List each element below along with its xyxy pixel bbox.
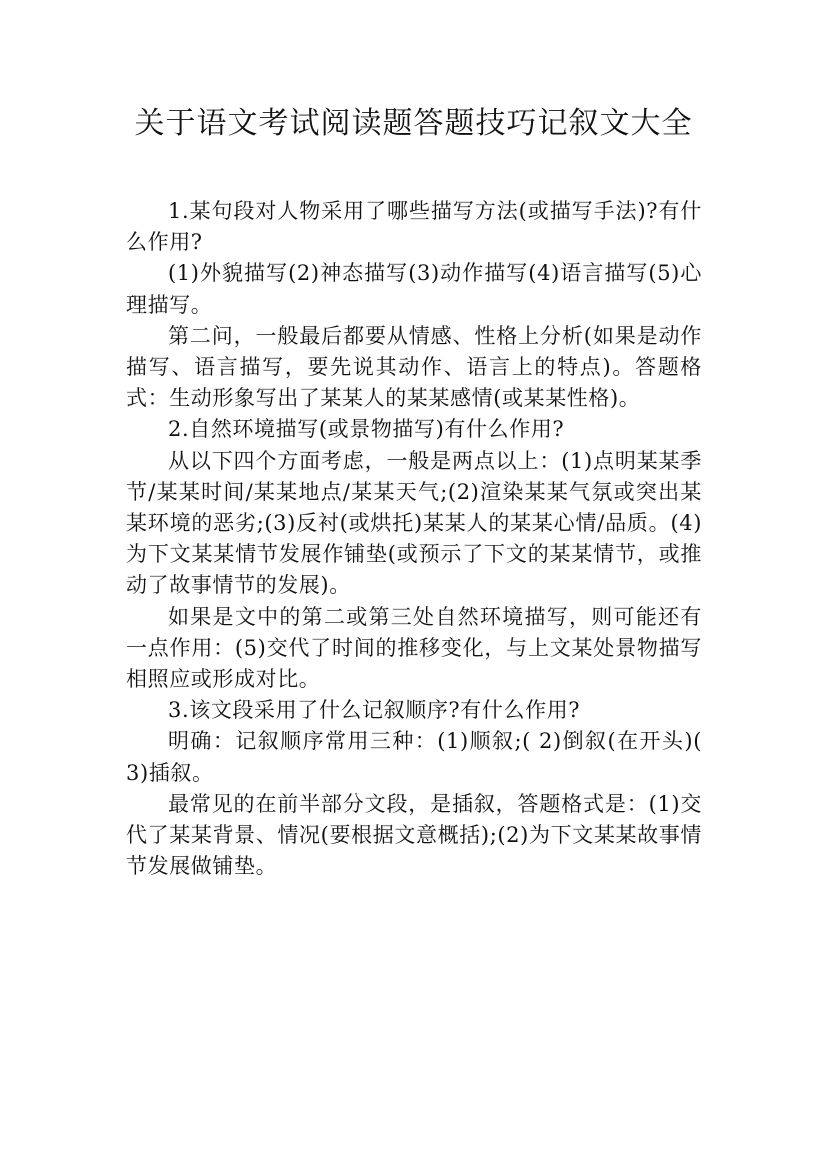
document-title: 关于语文考试阅读题答题技巧记叙文大全: [134, 106, 693, 141]
paragraph: 3.该文段采用了什么记叙顺序?有什么作用?: [168, 698, 581, 723]
paragraph: 明确：记叙顺序常用三种：(1)顺叙;( 2)倒叙(在开头)( 3)插叙。: [126, 729, 702, 785]
paragraph: (1)外貌描写(2)神态描写(3)动作描写(4)语言描写(5)心理描写。: [126, 261, 702, 317]
paragraph: 如果是文中的第二或第三处自然环境描写，则可能还有一点作用：(5)交代了时间的推移变化，与上文某处景物描写相照应或形成对比。: [126, 604, 702, 692]
paragraph: 从以下四个方面考虑，一般是两点以上：(1)点明某某季节/某某时间/某某地点/某某天气;(2)渲染某某气氛或突出某某环境的恶劣;(3)反衬(或烘托)某某人的某某心情/品质。(4)为下文某某情节发展作铺垫(或预示了下文的某某情节，或推动了故事情节的发展)。: [126, 448, 702, 598]
paragraph: 1.某句段对人物采用了哪些描写方法(或描写手法)?有什么作用?: [126, 199, 702, 255]
document-body: [126, 196, 702, 882]
paragraph: 最常见的在前半部分文段，是插叙，答题格式是：(1)交代了某某背景、情况(要根据文意概括);(2)为下文某某故事情节发展做铺垫。: [126, 791, 702, 879]
paragraph: 第二问，一般最后都要从情感、性格上分析(如果是动作描写、语言描写，要先说其动作、语言上的特点)。答题格式：生动形象写出了某某人的某某感情(或某某性格)。: [126, 323, 702, 411]
paragraph: 2.自然环境描写(或景物描写)有什么作用?: [168, 417, 565, 442]
